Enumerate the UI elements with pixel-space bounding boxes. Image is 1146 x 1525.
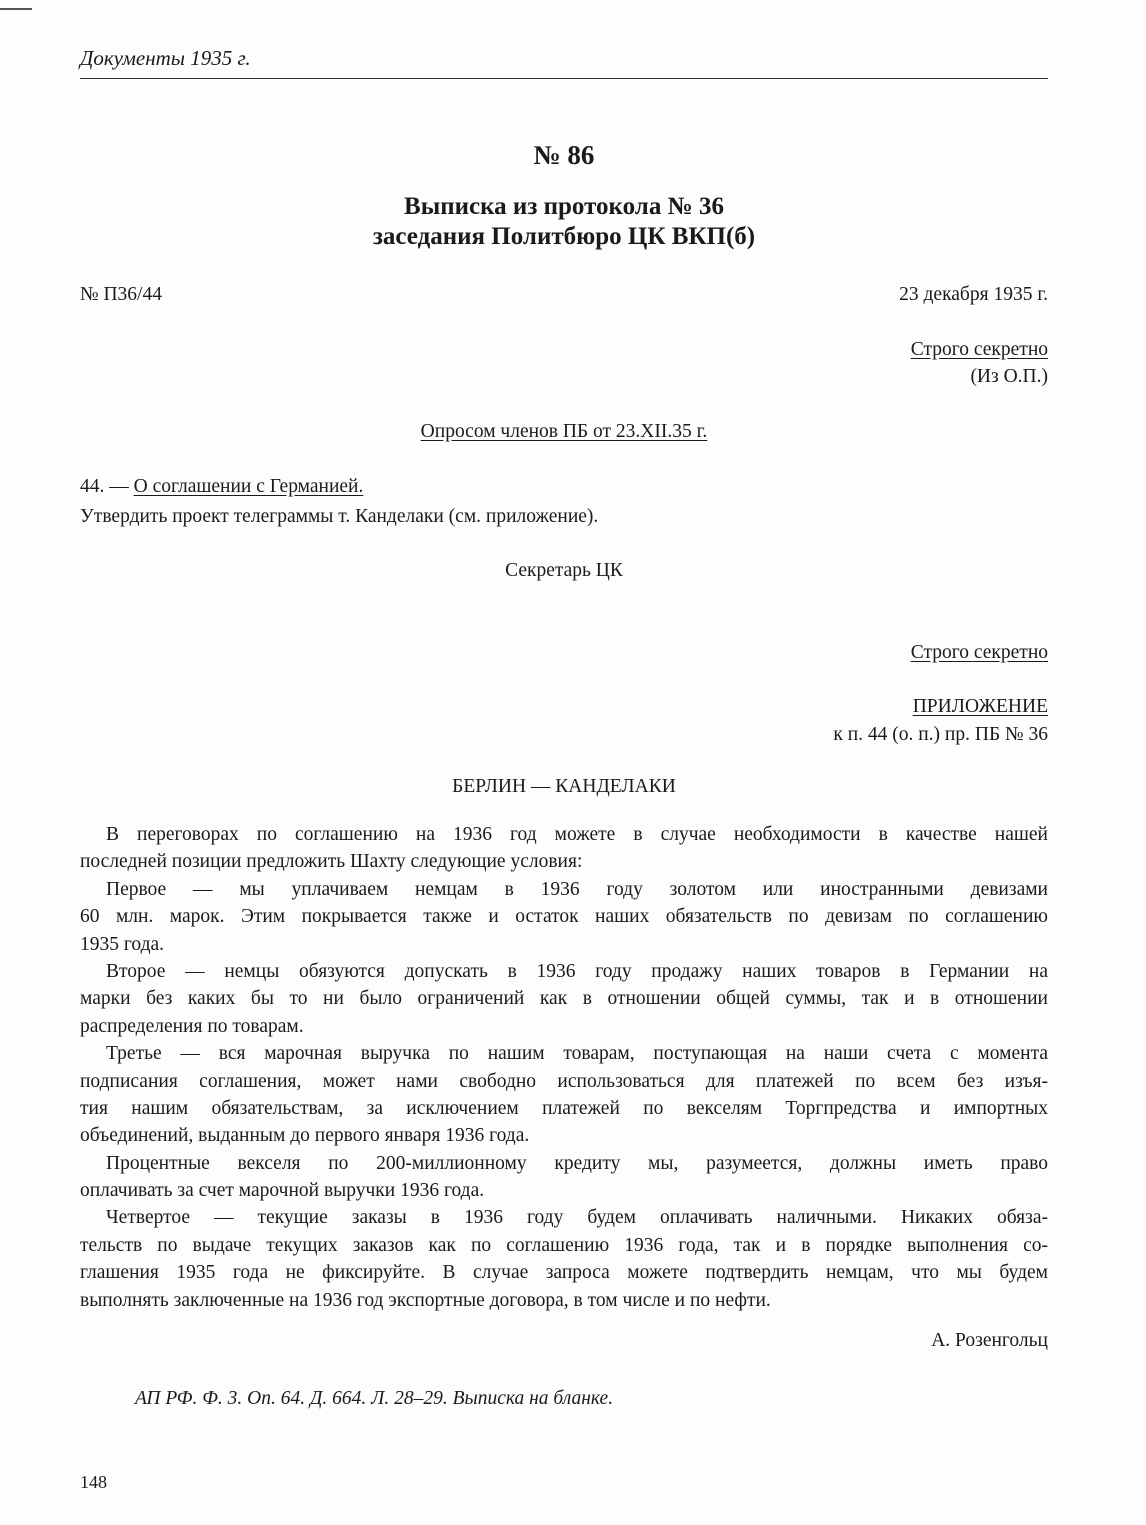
text-line: марки без каких бы то ни было ограничений как в отношении общей суммы, так и в отношении: [80, 988, 1048, 1010]
text-line: глашения 1935 года не фиксируйте. В случае запроса можете подтвердить немцам, что мы будем: [80, 1262, 1048, 1284]
source-note: АП РФ. Ф. 3. Оп. 64. Д. 664. Л. 28–29. Выписка на бланке.: [135, 1388, 614, 1409]
appendix-label: ПРИЛОЖЕНИЕ: [912, 696, 1048, 717]
text-line: последней позиции предложить Шахту следующие условия:: [80, 851, 583, 873]
paragraph: [80, 1204, 1048, 1314]
item-title: О соглашении с Германией.: [133, 476, 364, 497]
document-title-line-1: Выписка из протокола № 36: [404, 193, 724, 220]
scan-mark: [0, 8, 32, 10]
text-line: тия нашим обязательствам, за исключением платежей по векселям Торгпредства и импортных: [80, 1097, 1048, 1119]
text-line: Первое — мы уплачиваем немцам в 1936 году золотом или иностранными девизами: [106, 878, 1048, 900]
secrecy-stamp: Строго секретно: [910, 339, 1048, 360]
text-line: распределения по товарам.: [80, 1015, 304, 1037]
text-line: Процентные векселя по 200-миллионному кредиту мы, разумеется, должны иметь право: [106, 1152, 1048, 1174]
text-line: подписания соглашения, может нами свободно использоваться для платежей по всем без изъя-: [80, 1070, 1048, 1092]
paragraph: [80, 821, 1048, 876]
item-number: 44. —: [80, 476, 134, 497]
text-line: 60 млн. марок. Этим покрывается также и остаток наших обязательств по девизам по соглашению: [80, 906, 1048, 928]
document-date: 23 декабря 1935 г.: [899, 284, 1048, 305]
page-number: 148: [80, 1472, 107, 1492]
header-rule: [80, 78, 1048, 79]
text-line: объединений, выданным до первого января 1936 года.: [80, 1125, 530, 1147]
text-line: Третье — вся марочная выручка по нашим товарам, поступающая на наши счета с момента: [106, 1043, 1048, 1065]
telegram-header: БЕРЛИН — КАНДЕЛАКИ: [452, 776, 676, 797]
running-header: Документы 1935 г.: [80, 46, 251, 70]
paragraph: [80, 1150, 1048, 1205]
telegram-body: [80, 821, 1048, 1314]
secrecy-stamp-2: Строго секретно: [910, 642, 1048, 663]
appendix-reference: к п. 44 (о. п.) пр. ПБ № 36: [833, 724, 1048, 745]
reference-number: № П36/44: [80, 284, 162, 305]
text-line: 1935 года.: [80, 933, 165, 955]
from-op-note: (Из О.П.): [970, 366, 1048, 387]
paragraph: [80, 958, 1048, 1040]
agenda-item: [80, 476, 363, 498]
text-line: Второе — немцы обязуются допускать в 1936 году продажу наших товаров в Германии на: [106, 960, 1048, 982]
poll-note: Опросом членов ПБ от 23.XII.35 г.: [420, 421, 708, 442]
document-number: № 86: [533, 140, 595, 170]
text-line: оплачивать за счет марочной выручки 1936 года.: [80, 1180, 485, 1202]
paragraph: [80, 876, 1048, 958]
text-line: Четвертое — текущие заказы в 1936 году будем оплачивать наличными. Никаких обяза-: [106, 1207, 1048, 1229]
document-title-line-2: заседания Политбюро ЦК ВКП(б): [372, 223, 756, 250]
text-line: В переговорах по соглашению на 1936 год можете в случае необходимости в качестве нашей: [106, 824, 1048, 845]
paragraph: [80, 1040, 1048, 1150]
item-decision: Утвердить проект телеграммы т. Канделаки (см. приложение).: [80, 506, 599, 527]
text-line: выполнять заключенные на 1936 год экспортные договора, в том числе и по нефти.: [80, 1289, 771, 1311]
text-line: тельств по выдаче текущих заказов как по соглашению 1936 года, так и в порядке выполнения со-: [80, 1234, 1048, 1256]
secretary-signature: Секретарь ЦК: [505, 560, 623, 581]
signature: А. Розенгольц: [931, 1330, 1048, 1351]
